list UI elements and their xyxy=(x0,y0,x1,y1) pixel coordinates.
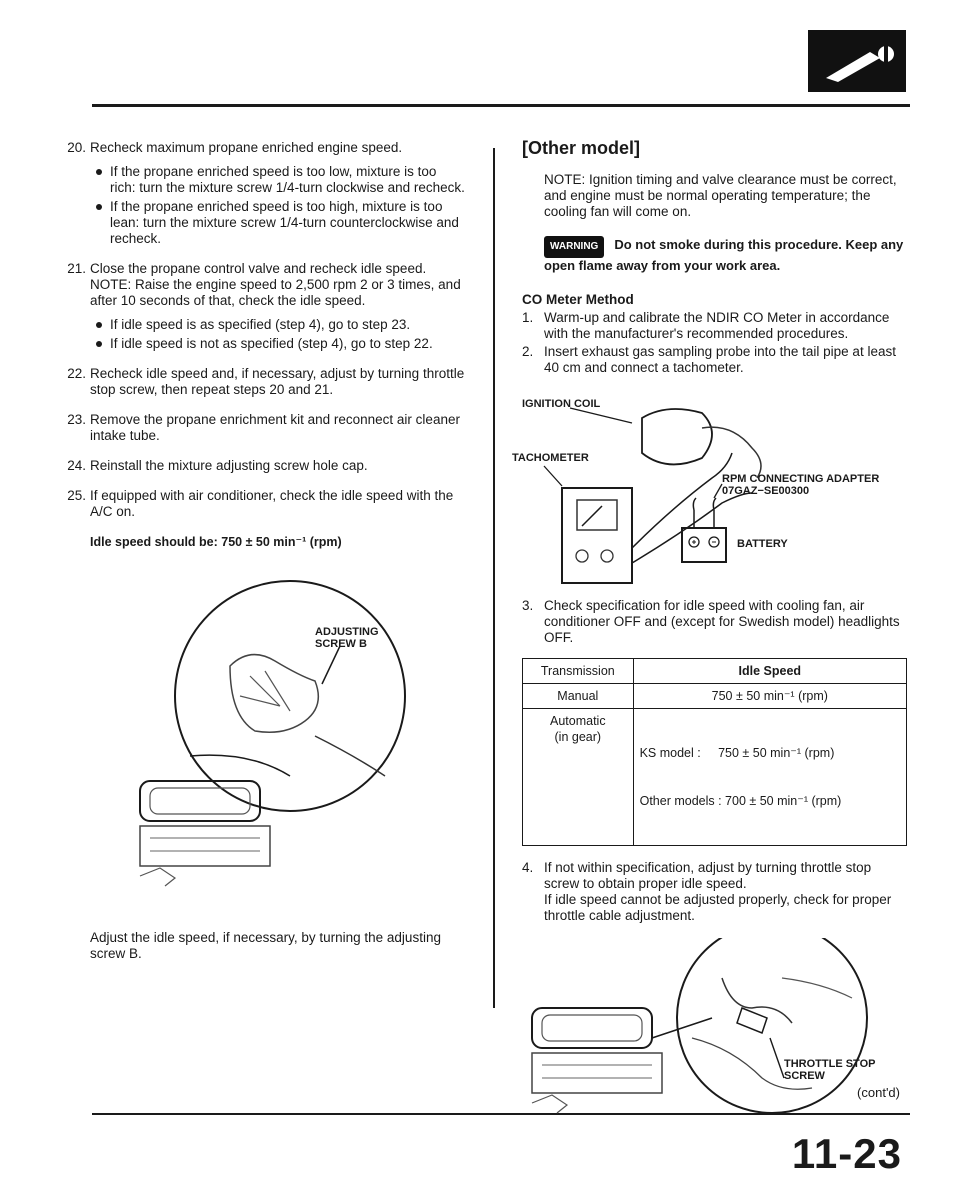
left-column xyxy=(60,140,465,962)
step-21-bullets xyxy=(90,317,465,352)
list-item: If idle speed is as specified (step 4), go to step 23. xyxy=(90,317,465,333)
list-item: If the propane enriched speed is too low, mixture is too rich: turn the mixture screw 1/4-turn clockwise and recheck. xyxy=(90,164,465,196)
tachometer-label: TACHOMETER xyxy=(512,452,589,464)
table-header: Transmission xyxy=(523,659,634,684)
step-25: 25. If equipped with air conditioner, check the idle speed with the A/C on. xyxy=(67,488,454,519)
method-step-2: 2. Insert exhaust gas sampling probe into the tail pipe at least 40 cm and connect a tachometer. xyxy=(522,344,896,375)
adjusting-screw-figure xyxy=(60,576,465,916)
section-title: [Other model] xyxy=(522,138,641,158)
tachometer-wiring-figure xyxy=(512,388,907,588)
warning-text: Do not smoke during this procedure. Keep any open flame away from your work area. xyxy=(544,237,904,273)
method-title: CO Meter Method xyxy=(522,292,634,307)
step-20: 20. Recheck maximum propane enriched engine speed. If the propane enriched speed is too low, mixture is too rich: turn the mixture screw 1/4-turn clockwise and recheck. If the propane enriched speed is too high, mixture is too lean: turn the mixture screw 1/4-turn counterclockwise and recheck. xyxy=(67,140,465,246)
step-20-bullets xyxy=(90,164,465,247)
table-header: Idle Speed xyxy=(633,659,906,684)
step-21-note: NOTE: Raise the engine speed to 2,500 rpm 2 or 3 times, and after 10 seconds of that, check the idle speed. xyxy=(90,277,461,308)
list-item: If the propane enriched speed is too high, mixture is too lean: turn the mixture screw 1/4-turn counterclockwise and recheck. xyxy=(90,199,465,247)
step-24: 24. Reinstall the mixture adjusting screw hole cap. xyxy=(67,458,368,473)
section-logo-icon xyxy=(808,30,906,92)
adapter-label: RPM CONNECTING ADAPTER 07GAZ−SE00300 xyxy=(722,473,880,497)
ignition-coil-label: IGNITION COIL xyxy=(522,398,601,410)
table-header-row xyxy=(523,659,907,684)
step-4: 4. If not within specification, adjust by turning throttle stop screw to obtain proper idle speed. If idle speed cannot be adjusted properly, check for proper throttle cable adjustment. xyxy=(522,860,892,923)
top-rule xyxy=(92,104,910,107)
right-note: NOTE: Ignition timing and valve clearance must be correct, and engine must be normal operating temperature; the cooling fan will come on. xyxy=(544,172,897,219)
method-step-1: 1. Warm-up and calibrate the NDIR CO Meter in accordance with the manufacturer's recommended procedures. xyxy=(522,310,890,341)
idle-speed-table xyxy=(522,658,907,846)
step-3: 3. Check specification for idle speed with cooling fan, air conditioner OFF and (except for Swedish model) headlights OFF. xyxy=(522,598,900,645)
warning-badge: WARNING xyxy=(544,236,604,258)
continued-label: (cont'd) xyxy=(857,1085,900,1100)
figure-caption: Adjust the idle speed, if necessary, by turning the adjusting screw B. xyxy=(90,930,441,961)
column-divider xyxy=(493,148,495,1008)
throttle-illustration xyxy=(522,938,907,1128)
list-item: If idle speed is not as specified (step 4), go to step 22. xyxy=(90,336,465,352)
page-number: 11-23 xyxy=(791,1130,902,1177)
throttle-stop-label: THROTTLE STOP SCREW xyxy=(784,1058,876,1082)
throttle-stop-figure xyxy=(522,938,907,1128)
right-column xyxy=(512,138,907,1128)
battery-label: BATTERY xyxy=(737,538,788,550)
warning-block xyxy=(544,236,907,274)
step-21: 21. Close the propane control valve and recheck idle speed. NOTE: Raise the engine speed to 2,500 rpm 2 or 3 times, and after 10 seconds of that, check the idle speed. If idle speed is as specified (step 4), go to step 23. If idle speed is not as specified (step 4), go to step 22. xyxy=(60,261,465,352)
step-23: 23. Remove the propane enrichment kit and reconnect air cleaner intake tube. xyxy=(67,412,460,443)
table-row: Manual 750 ± 50 min⁻¹ (rpm) xyxy=(523,684,907,709)
adjusting-screw-label: ADJUSTING SCREW B xyxy=(315,626,379,650)
table-row: Automatic (in gear) KS model : 750 ± 50 min⁻¹ (rpm) Other models : 700 ± 50 min⁻¹ (rpm) xyxy=(523,709,907,846)
idle-speed-spec: Idle speed should be: 750 ± 50 min⁻¹ (rpm) xyxy=(90,535,342,549)
step-22: 22. Recheck idle speed and, if necessary, adjust by turning throttle stop screw, then repeat steps 20 and 21. xyxy=(67,366,465,397)
